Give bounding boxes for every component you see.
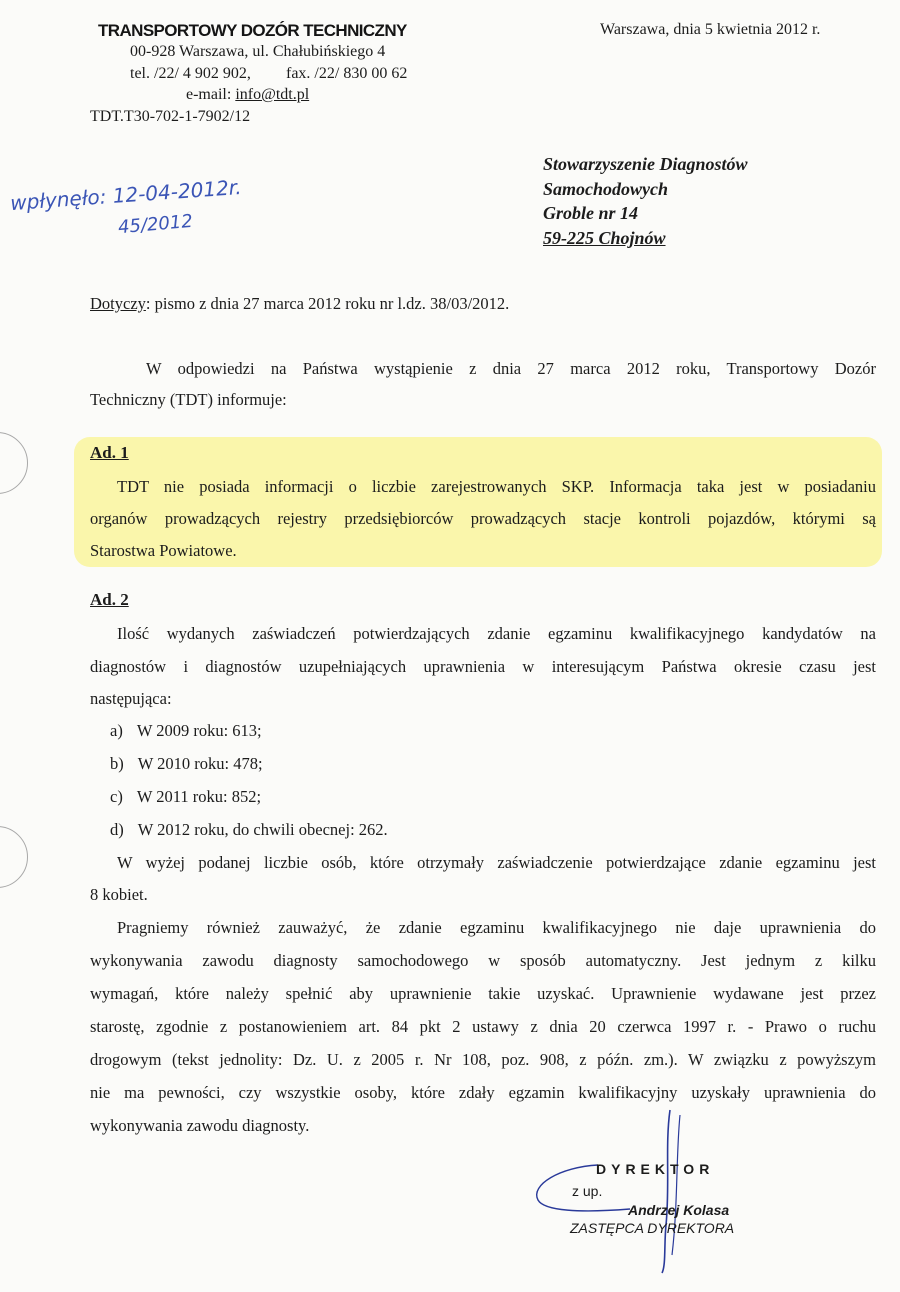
reference-number: TDT.T30-702-1-7902/12 bbox=[90, 108, 251, 125]
handwritten-received-date: wpłynęło: 12-04-2012r. bbox=[9, 174, 243, 216]
organization-fax: fax. /22/ 830 00 62 bbox=[286, 65, 408, 82]
list-item-b bbox=[110, 754, 263, 774]
ad2-line-3: następująca: bbox=[90, 689, 172, 708]
email-label: e-mail: bbox=[186, 86, 236, 103]
subject-text: : pismo z dnia 27 marca 2012 roku nr l.dz. 38/03/2012. bbox=[145, 294, 510, 313]
punch-hole-bottom bbox=[0, 826, 28, 888]
closing-para-line-5: drogowym (tekst jednolity: Dz. U. z 2005 r. Nr 108, poz. 908, z późn. zm.). W związku z powyższym bbox=[90, 1050, 876, 1069]
ad2-heading: Ad. 2 bbox=[90, 590, 129, 609]
closing-para-line-6: nie ma pewności, czy wszystkie osoby, które zdały egzamin kwalifikacyjny uzyskały uprawnienia do bbox=[90, 1083, 876, 1102]
recipient-line-4: 59-225 Chojnów bbox=[543, 228, 666, 248]
list-item-text: W 2010 roku: 478; bbox=[137, 754, 263, 773]
signature-position: ZASTĘPCA DYREKTORA bbox=[570, 1220, 735, 1236]
signature-name: Andrzej Kolasa bbox=[628, 1202, 730, 1218]
women-count-line-2: 8 kobiet. bbox=[90, 885, 148, 904]
intro-line-1: W odpowiedzi na Państwa wystąpienie z dnia 27 marca 2012 roku, Transportowy Dozór bbox=[146, 359, 876, 378]
ad1-line-2: organów prowadzących rejestry przedsiębiorców prowadzących stacje kontroli pojazdów, którymi są bbox=[90, 509, 876, 528]
list-marker: b) bbox=[110, 754, 124, 773]
closing-para-line-3: wymagań, które należy spełnić aby uprawnienie takie uzyskać. Uprawnienie wydawane jest przez bbox=[90, 984, 876, 1003]
list-marker: d) bbox=[110, 820, 124, 839]
letter-date: Warszawa, dnia 5 kwietnia 2012 r. bbox=[600, 21, 821, 38]
signature-title: DYREKTOR bbox=[596, 1161, 715, 1177]
closing-para-line-2: wykonywania zawodu diagnosty samochodowego w sposób automatyczny. Jest jednym z kilku bbox=[90, 951, 876, 970]
recipient-line-2: Samochodowych bbox=[543, 179, 669, 199]
organization-phone: tel. /22/ 4 902 902, bbox=[130, 65, 251, 82]
ad1-heading: Ad. 1 bbox=[90, 443, 129, 462]
intro-line-2: Techniczny (TDT) informuje: bbox=[90, 390, 287, 409]
list-marker: a) bbox=[110, 721, 123, 740]
list-item-a bbox=[110, 721, 262, 741]
organization-name: TRANSPORTOWY DOZÓR TECHNICZNY bbox=[98, 21, 407, 40]
email-link[interactable]: info@tdt.pl bbox=[235, 86, 310, 103]
subject-line bbox=[90, 294, 509, 314]
closing-para-line-4: starostę, zgodnie z postanowieniem art. 84 pkt 2 ustawy z dnia 20 czerwca 1997 r. - Prawo o ruchu bbox=[90, 1017, 876, 1036]
women-count-line-1: W wyżej podanej liczbie osób, które otrzymały zaświadczenie potwierdzające zdanie egzaminu jest bbox=[117, 853, 876, 872]
list-marker: c) bbox=[110, 787, 123, 806]
signature-on-behalf: z up. bbox=[572, 1183, 603, 1199]
recipient-line-1: Stowarzyszenie Diagnostów bbox=[543, 154, 748, 174]
subject-label: Dotyczy bbox=[90, 294, 146, 313]
recipient-line-3: Groble nr 14 bbox=[543, 203, 639, 223]
list-item-text: W 2009 roku: 613; bbox=[136, 721, 262, 740]
organization-email-line bbox=[186, 86, 309, 104]
closing-para-line-1: Pragniemy również zauważyć, że zdanie egzaminu kwalifikacyjnego nie daje uprawnienia do bbox=[117, 918, 876, 937]
handwritten-signature bbox=[520, 1105, 760, 1275]
ad2-line-1: Ilość wydanych zaświadczeń potwierdzających zdanie egzaminu kwalifikacyjnego kandydatów na bbox=[117, 624, 876, 643]
organization-address: 00-928 Warszawa, ul. Chałubińskiego 4 bbox=[130, 43, 386, 60]
list-item-text: W 2011 roku: 852; bbox=[136, 787, 262, 806]
punch-hole-top bbox=[0, 432, 28, 494]
handwritten-registry-number: 45/2012 bbox=[117, 210, 194, 239]
list-item-text: W 2012 roku, do chwili obecnej: 262. bbox=[137, 820, 388, 839]
list-item-c bbox=[110, 787, 261, 807]
list-item-d bbox=[110, 820, 388, 840]
ad1-line-1: TDT nie posiada informacji o liczbie zarejestrowanych SKP. Informacja taka jest w posiadaniu bbox=[117, 477, 876, 496]
ad1-line-3: Starostwa Powiatowe. bbox=[90, 541, 237, 560]
ad2-line-2: diagnostów i diagnostów uzupełniających uprawnienia w interesującym Państwa okresie czasu jest bbox=[90, 657, 876, 676]
closing-para-line-7: wykonywania zawodu diagnosty. bbox=[90, 1116, 310, 1135]
